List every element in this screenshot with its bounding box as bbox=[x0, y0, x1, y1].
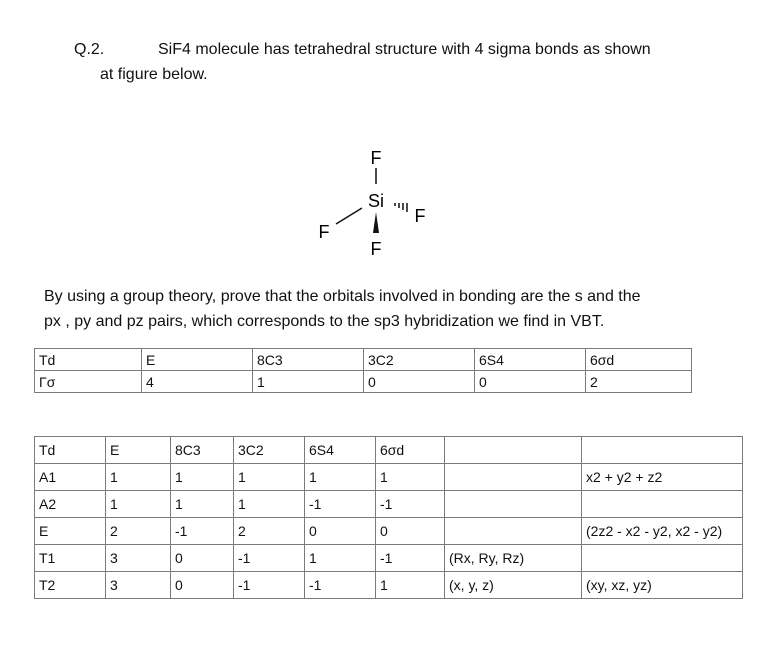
table-row bbox=[35, 491, 743, 518]
table-cell: -1 bbox=[305, 572, 376, 599]
table-cell: 1 bbox=[376, 464, 445, 491]
table-cell: -1 bbox=[376, 491, 445, 518]
table-cell: (xy, xz, yz) bbox=[582, 572, 743, 599]
table-cell: Γσ bbox=[35, 371, 142, 393]
table-cell: (2z2 - x2 - y2, x2 - y2) bbox=[582, 518, 743, 545]
table-cell: 2 bbox=[234, 518, 305, 545]
table-cell bbox=[445, 518, 582, 545]
table-cell: E bbox=[106, 437, 171, 464]
table-cell: 2 bbox=[586, 371, 692, 393]
table-cell: 6σd bbox=[586, 349, 692, 371]
table-cell: 0 bbox=[171, 572, 234, 599]
fluorine-top: F bbox=[370, 148, 382, 168]
table-cell bbox=[582, 437, 743, 464]
table-row bbox=[35, 464, 743, 491]
table-row bbox=[35, 349, 692, 371]
table-cell: 0 bbox=[376, 518, 445, 545]
table-cell: 4 bbox=[142, 371, 253, 393]
silicon-center: Si bbox=[367, 191, 385, 211]
table-cell: 3 bbox=[106, 545, 171, 572]
table-cell: 8C3 bbox=[253, 349, 364, 371]
table-cell: 6S4 bbox=[305, 437, 376, 464]
table-cell: -1 bbox=[234, 545, 305, 572]
table-cell: E bbox=[35, 518, 106, 545]
fluorine-right: F bbox=[414, 206, 426, 226]
table-row bbox=[35, 518, 743, 545]
table-cell: 3C2 bbox=[234, 437, 305, 464]
table-cell: 1 bbox=[305, 464, 376, 491]
table-cell bbox=[445, 464, 582, 491]
table-cell: (x, y, z) bbox=[445, 572, 582, 599]
question-text-line1: SiF4 molecule has tetrahedral structure with 4 sigma bonds as shown bbox=[158, 41, 651, 58]
table-cell bbox=[445, 437, 582, 464]
table-cell: 1 bbox=[253, 371, 364, 393]
table-cell: 0 bbox=[171, 545, 234, 572]
table-cell bbox=[582, 491, 743, 518]
table-row bbox=[35, 371, 692, 393]
table-cell: 1 bbox=[171, 464, 234, 491]
sif4-structure-diagram bbox=[300, 140, 460, 270]
table-cell: (Rx, Ry, Rz) bbox=[445, 545, 582, 572]
table-cell: 3 bbox=[106, 572, 171, 599]
table-cell: 1 bbox=[234, 464, 305, 491]
table-cell: 8C3 bbox=[171, 437, 234, 464]
table-cell: -1 bbox=[305, 491, 376, 518]
table-cell bbox=[445, 491, 582, 518]
table-cell: Td bbox=[35, 437, 106, 464]
table-cell bbox=[582, 545, 743, 572]
table-cell: 1 bbox=[106, 464, 171, 491]
table-row bbox=[35, 545, 743, 572]
table-cell: A2 bbox=[35, 491, 106, 518]
bond-left bbox=[336, 208, 362, 224]
table-row bbox=[35, 572, 743, 599]
bond-right-hashed bbox=[395, 203, 407, 212]
paragraph-line1: By using a group theory, prove that the orbitals involved in bonding are the s and the bbox=[44, 288, 641, 305]
question-text-line2: at figure below. bbox=[100, 66, 208, 83]
fluorine-bottom: F bbox=[370, 239, 382, 259]
table-cell: 6S4 bbox=[475, 349, 586, 371]
reducible-representation-table bbox=[34, 348, 692, 393]
table-cell: -1 bbox=[234, 572, 305, 599]
table-cell: T1 bbox=[35, 545, 106, 572]
table-cell: 0 bbox=[475, 371, 586, 393]
bond-bottom-wedge bbox=[373, 212, 379, 233]
table-cell: 1 bbox=[376, 572, 445, 599]
table-cell: x2 + y2 + z2 bbox=[582, 464, 743, 491]
table-cell: 0 bbox=[364, 371, 475, 393]
table-cell: 1 bbox=[106, 491, 171, 518]
table-cell: 2 bbox=[106, 518, 171, 545]
table-cell: 0 bbox=[305, 518, 376, 545]
table-cell: 1 bbox=[305, 545, 376, 572]
table-cell: 6σd bbox=[376, 437, 445, 464]
table-cell: T2 bbox=[35, 572, 106, 599]
table-cell: -1 bbox=[171, 518, 234, 545]
table-cell: 3C2 bbox=[364, 349, 475, 371]
character-table bbox=[34, 436, 743, 599]
table-row bbox=[35, 437, 743, 464]
question-number: Q.2. bbox=[74, 41, 105, 58]
table-cell: -1 bbox=[376, 545, 445, 572]
table-cell: E bbox=[142, 349, 253, 371]
fluorine-left: F bbox=[318, 222, 330, 242]
table-cell: 1 bbox=[234, 491, 305, 518]
table-cell: A1 bbox=[35, 464, 106, 491]
paragraph-line2: px , py and pz pairs, which corresponds to the sp3 hybridization we find in VBT. bbox=[44, 313, 605, 330]
table-cell: 1 bbox=[171, 491, 234, 518]
table-cell: Td bbox=[35, 349, 142, 371]
